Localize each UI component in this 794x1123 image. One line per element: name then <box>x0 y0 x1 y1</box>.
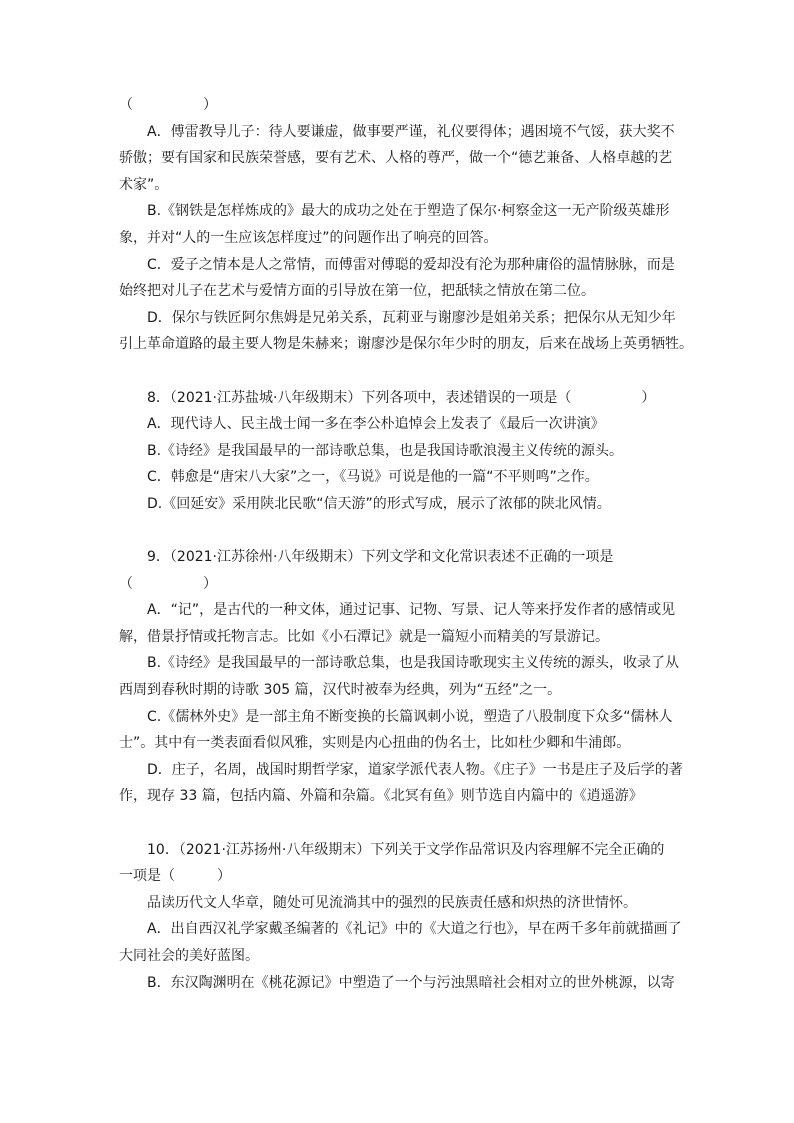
text-line: 10．（2021·江苏扬州·八年级期末）下列关于文学作品常识及内容理解不完全正确的 <box>147 841 665 858</box>
blank-line <box>119 810 679 837</box>
text-line: A．“记”，是古代的一种文体，通过记事、记物、写景、记人等来抒发作者的感情或见 <box>147 602 676 619</box>
text-line: 大同社会的美好蓝图。 <box>119 948 259 964</box>
text-line: 作，现存 33 篇，包括内篇、外篇和杂篇。《北冥有鱼》则节选自内篇中的《逍遥游》 <box>119 788 643 805</box>
text-line: 象，并对“人的一生应该怎样度过”的问题作出了响亮的回答。 <box>119 229 498 246</box>
text-line: 一项是（ ） <box>119 868 231 885</box>
text-line: 始终把对儿子在艺术与爱情方面的引导放在第一位，把舐犊之情放在第二位。 <box>119 283 595 300</box>
text-line: D．保尔与铁匠阿尔焦姆是兄弟关系，瓦莉亚与谢廖沙是姐弟关系；把保尔从无知少年 <box>147 309 676 326</box>
text-line: （ ） <box>119 575 217 592</box>
text-line: 品读历代文人华章，随处可见流淌其中的强烈的民族责任感和炽热的济世情怀。 <box>147 894 637 911</box>
text-line: D.《回延安》采用陕北民歌“信天游”的形式写成，展示了浓郁的陕北风情。 <box>147 495 611 512</box>
text-line: 士”。其中有一类表面看似风雅，实则是内心扭曲的伪名士，比如杜少卿和牛浦郎。 <box>119 735 631 752</box>
text-line: D．庄子，名周，战国时期哲学家，道家学派代表人物。《庄子》一书是庄子及后学的著 <box>147 761 683 778</box>
text-line: 西周到春秋时期的诗歌 305 篇，汉代时被奉为经典，列为“五经”之一。 <box>119 682 562 699</box>
text-line: A．傅雷教导儿子：待人要谦虚，做事要严谨，礼仪要得体；遇困境不气馁，获大奖不 <box>147 123 675 140</box>
blank-line <box>119 358 679 385</box>
text-line: 解，借景抒情或托物言志。比如《小石潭记》就是一篇短小而精美的写景游记。 <box>119 628 609 645</box>
text-line: B.《诗经》是我国最早的一部诗歌总集，也是我国诗歌浪漫主义传统的源头。 <box>147 442 624 459</box>
text-line: B.《钢铁是怎样炼成的》最大的成功之处在于塑造了保尔·柯察金这一无产阶级英雄形 <box>147 203 670 220</box>
text-line: C.《儒林外史》是一部主角不断变换的长篇讽刺小说，塑造了八股制度下众多“儒林人 <box>147 708 673 725</box>
text-line: B．东汉陶渊明在《桃花源记》中塑造了一个与污浊黑暗社会相对立的世外桃源，以寄 <box>147 974 675 991</box>
text-line: C．韩愈是“唐宋八大家”之一，《马说》可说是他的一篇“不平则鸣”之作。 <box>147 469 599 486</box>
text-line: A．出自西汉礼学家戴圣编著的《礼记》中的《大道之行也》，早在两千多年前就描画了 <box>147 921 682 938</box>
text-line: 术家”。 <box>119 176 169 193</box>
blank-line <box>119 518 679 545</box>
text-lines <box>119 92 693 996</box>
text-line: 9．（2021·江苏徐州·八年级期末）下列文学和文化常识表述不正确的一项是 <box>147 549 614 566</box>
text-line: 引上革命道路的最主要人物是朱赫来；谢廖沙是保尔年少时的朋友，后来在战场上英勇牺牲。 <box>119 336 693 353</box>
text-line: C．爱子之情本是人之常情，而傅雷对傅聪的爱却没有沦为那种庸俗的温情脉脉，而是 <box>147 256 675 273</box>
text-line: 骄傲；要有国家和民族荣誉感，要有艺术、人格的尊严，做一个“德艺兼备、人格卓越的艺 <box>119 150 673 167</box>
text-line: B.《诗经》是我国最早的一部诗歌总集，也是我国诗歌现实主义传统的源头，收录了从 <box>147 655 680 672</box>
text-line: A．现代诗人、民主战士闻一多在李公朴追悼会上发表了《最后一次讲演》 <box>147 416 605 433</box>
document-body <box>119 92 693 996</box>
text-line: （ ） <box>119 97 217 113</box>
text-line: 8．（2021·江苏盐城·八年级期末）下列各项中，表述错误的一项是（ ） <box>147 389 656 406</box>
